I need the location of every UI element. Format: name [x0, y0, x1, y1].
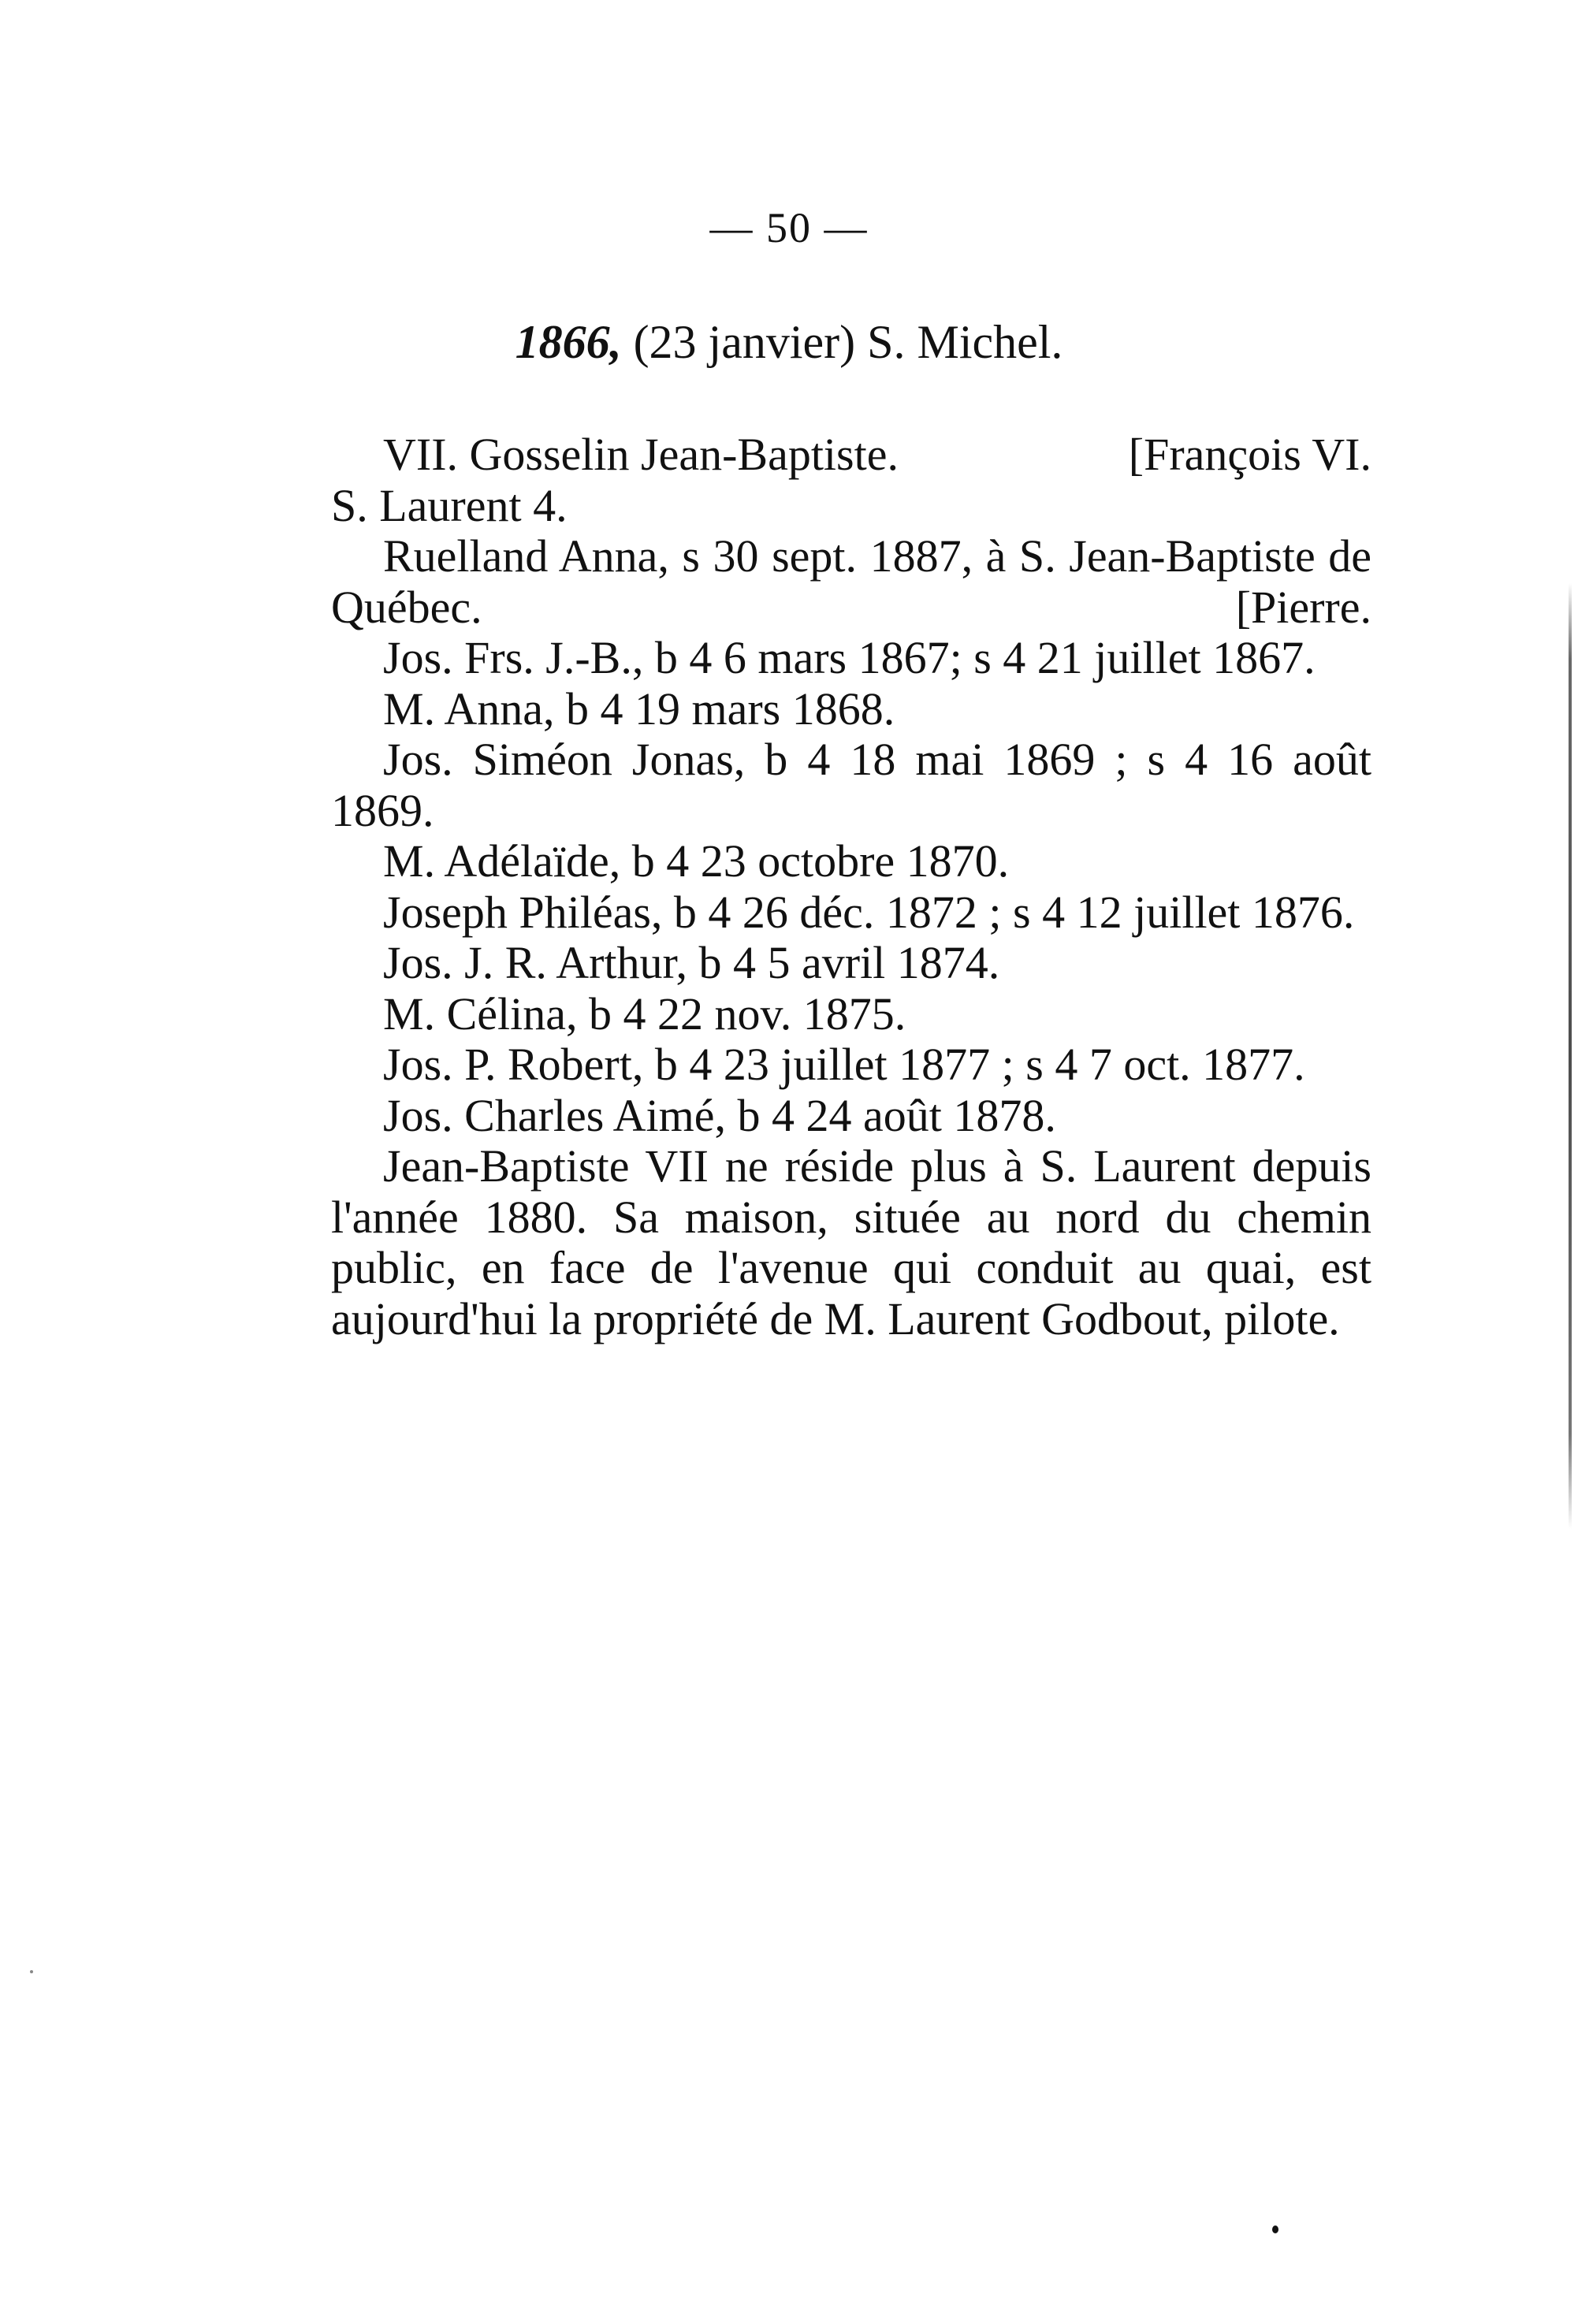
entry-child [331, 1091, 1371, 1142]
entry-child [331, 989, 1371, 1040]
entry-text: M. Adélaïde, b 4 23 octobre 1870. [383, 835, 1010, 887]
entry-text: S. Laurent 4. [331, 479, 568, 531]
entry-child [331, 684, 1371, 735]
entry-text: M. Célina, b 4 22 nov. 1875. [383, 987, 906, 1039]
heading-date-place: (23 janvier) S. Michel. [621, 316, 1063, 368]
entry-header [331, 429, 1371, 481]
scan-edge-shadow [1569, 583, 1572, 1529]
scan-speck [30, 1970, 33, 1973]
entry-note [331, 1141, 1371, 1344]
entry-child [331, 1039, 1371, 1091]
entry-child [331, 633, 1371, 684]
entry-text: Jean-Baptiste VII ne réside plus à S. Laurent depuis l'année 1880. Sa maison, située au nord du chemin public, en face de l'avenue qui conduit au quai, est aujourd'hui la propriété de M. Laurent Godbout, pilote. [331, 1140, 1371, 1344]
entry-child [331, 734, 1371, 836]
entry-child [331, 887, 1371, 939]
entry-spouse [331, 531, 1371, 633]
entry-text: Joseph Philéas, b 4 26 déc. 1872 ; s 4 12 juillet 1876. [383, 886, 1355, 938]
genealogy-text [331, 429, 1371, 1344]
heading-year: 1866, [515, 316, 622, 368]
entry-text: Jos. Charles Aimé, b 4 24 août 1878. [383, 1089, 1056, 1141]
entry-text: M. Anna, b 4 19 mars 1868. [383, 682, 895, 734]
scan-speck [1272, 2225, 1278, 2233]
section-heading [0, 315, 1578, 370]
entry-parish [331, 481, 1371, 532]
entry-text: Jos. Siméon Jonas, b 4 18 mai 1869 ; s 4 16 août 1869. [331, 734, 1371, 836]
page-number: — 50 — [709, 204, 869, 251]
entry-child [331, 938, 1371, 989]
entry-text: VII. Gosselin Jean-Baptiste. [383, 429, 899, 480]
entry-text: Jos. Frs. J.-B., b 4 6 mars 1867; s 4 21 juillet 1867. [383, 632, 1316, 683]
entry-text: Ruelland Anna, s 30 sept. 1887, à S. Jean-Baptiste de Québec. [331, 530, 1371, 633]
entry-spouse-father-ref: [Pierre. [1235, 581, 1371, 633]
entry-father-ref: [François VI. [1128, 429, 1371, 480]
entry-text: Jos. J. R. Arthur, b 4 5 avril 1874. [383, 937, 1000, 988]
entry-child [331, 836, 1371, 887]
entry-text: Jos. P. Robert, b 4 23 juillet 1877 ; s 4 7 oct. 1877. [383, 1039, 1305, 1090]
